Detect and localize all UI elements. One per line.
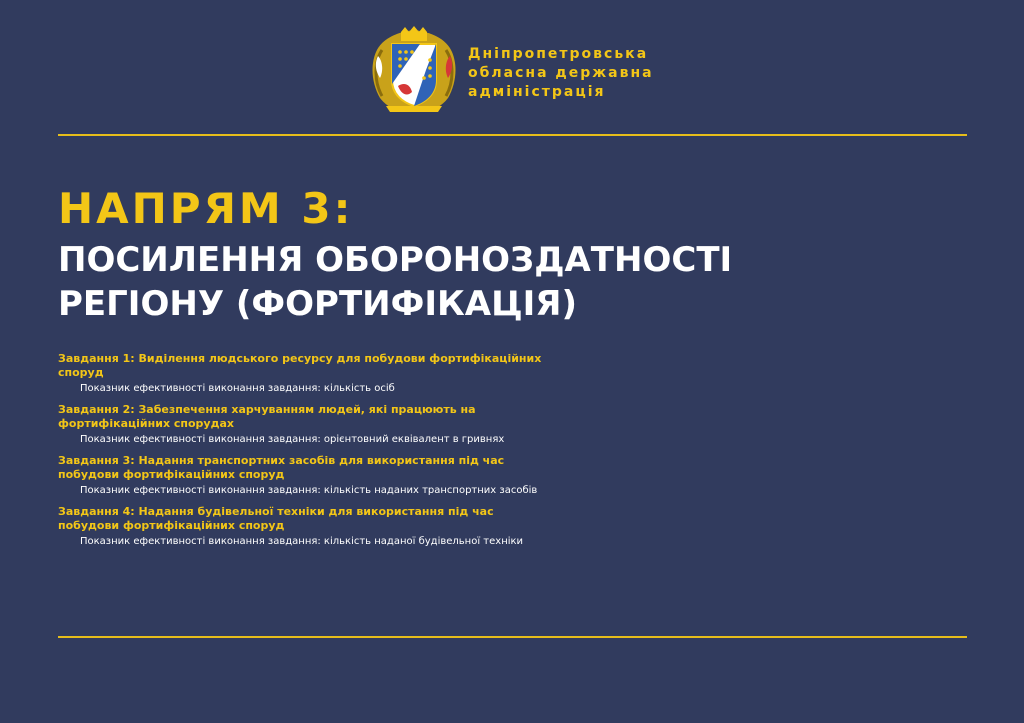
direction-title (58, 238, 958, 326)
direction-label: НАПРЯМ 3: (58, 184, 354, 233)
task-indicator: Показник ефективності виконання завдання: орієнтовний еквівалент в гривнях (80, 434, 505, 445)
task-item (58, 352, 618, 396)
task-item (58, 403, 618, 447)
task-title-line: Завдання 1: Виділення людського ресурсу для побудови фортифікаційних (58, 352, 542, 365)
task-title-line: Завдання 4: Надання будівельної техніки для використання під час (58, 505, 494, 518)
direction-title-line: ПОСИЛЕННЯ ОБОРОНОЗДАТНОСТІ (58, 240, 733, 280)
task-title (58, 505, 618, 533)
coat-of-arms-icon (368, 26, 460, 114)
task-title-line: Завдання 3: Надання транспортних засобів для використання під час (58, 454, 505, 467)
task-item (58, 454, 618, 498)
task-indicator: Показник ефективності виконання завдання: кількість наданої будівельної техніки (80, 536, 524, 547)
task-title-line: побудови фортифікаційних споруд (58, 468, 285, 481)
org-name (468, 45, 654, 102)
task-list (58, 352, 618, 556)
task-title-line: побудови фортифікаційних споруд (58, 519, 285, 532)
org-name-line: обласна державна (468, 64, 654, 81)
org-name-line: Дніпропетровська (468, 45, 649, 62)
task-title (58, 403, 618, 431)
task-title (58, 454, 618, 482)
task-title-line: фортифікаційних спорудах (58, 417, 234, 430)
org-name-line: адміністрація (468, 83, 606, 100)
bottom-divider (58, 636, 967, 638)
task-title-line: Завдання 2: Забезпечення харчуванням людей, які працюють на (58, 403, 476, 416)
task-item (58, 505, 618, 549)
task-title (58, 352, 618, 380)
header (368, 26, 654, 114)
top-divider (58, 134, 967, 136)
task-indicator: Показник ефективності виконання завдання: кількість осіб (80, 383, 395, 394)
direction-title-line: РЕГІОНУ (ФОРТИФІКАЦІЯ) (58, 284, 577, 324)
task-title-line: споруд (58, 366, 104, 379)
task-indicator: Показник ефективності виконання завдання: кількість наданих транспортних засобів (80, 485, 538, 496)
